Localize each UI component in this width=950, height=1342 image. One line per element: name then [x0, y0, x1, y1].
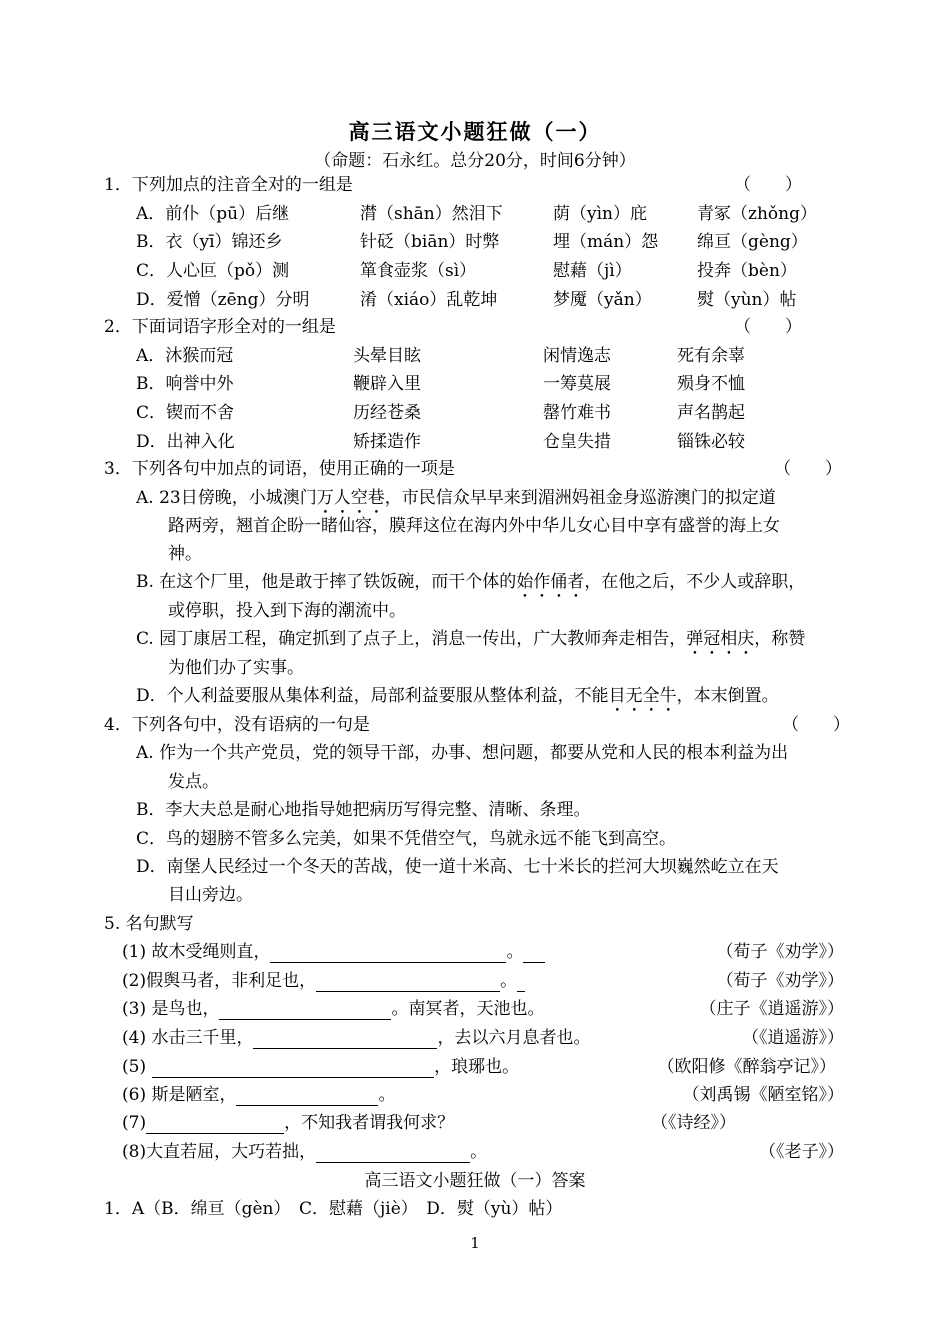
- q5-source-1: （荀子《劝学》）: [716, 942, 844, 962]
- q1-option-b-1: B．衣（yī）锦还乡: [136, 232, 283, 252]
- q2-option-b-4: 殒身不恤: [677, 374, 745, 394]
- q4-option-a: A. 作为一个共产党员，党的领导干部，办事、想问题，都要从党和人民的根本利益为出: [136, 743, 789, 763]
- q2-option-a-1: A．沐猴而冠: [136, 346, 234, 366]
- q3-option-d: D．个人利益要服从集体利益，局部利益要服从整体利益，不能目无全牛，本末倒置。: [136, 686, 779, 706]
- q2-option-a-3: 闲情逸志: [543, 346, 611, 366]
- blank-6[interactable]: [236, 1087, 378, 1106]
- q5-source-8: （《老子》）: [759, 1142, 844, 1162]
- q5-item-1: (1) 故木受绳则直， 。: [122, 941, 545, 963]
- page-title: 高三语文小题狂做（一）: [348, 119, 602, 144]
- q2-option-c-1: C．锲而不舍: [136, 403, 235, 423]
- q2-answer-paren: （ ）: [734, 317, 802, 337]
- q4-stem: 4．下列各句中，没有语病的一句是: [104, 715, 370, 735]
- q1-option-b-3: 埋（mán）怨: [553, 232, 659, 252]
- q1-option-a-4: 青冢（zhǒng）: [697, 204, 817, 224]
- blank-8[interactable]: [316, 1144, 470, 1163]
- q2-option-b-1: B．响誉中外: [136, 374, 234, 394]
- q4-option-c: C．鸟的翅膀不管多么完美，如果不凭借空气，鸟就永远不能飞到高空。: [136, 829, 677, 849]
- q5-source-7: （《诗经》）: [651, 1113, 736, 1133]
- q2-option-a-2: 头晕目眩: [353, 346, 421, 366]
- q3-option-b-cont: 或停职，投入到下海的潮流中。: [168, 601, 406, 621]
- q2-option-c-3: 罄竹难书: [543, 403, 611, 423]
- blank-1[interactable]: [270, 944, 506, 963]
- q1-stem: 1．下列加点的注音全对的一组是: [104, 175, 353, 195]
- q3-option-a-cont2: 神。: [168, 544, 202, 564]
- page-subtitle: （命题：石永红。总分20分，时间6分钟）: [314, 151, 636, 171]
- q3-a-dotted-term: 万人空巷: [316, 488, 385, 508]
- q1-option-a-1: A．前仆（pū）后继: [136, 204, 290, 224]
- q3-stem: 3．下列各句中加点的词语，使用正确的一项是: [104, 459, 455, 479]
- q3-option-b: B. 在这个厂里，他是敢于摔了铁饭碗，而干个体的始作俑者，在他之后，不少人或辞职，: [136, 572, 806, 592]
- q2-option-b-3: 一筹莫展: [543, 374, 611, 394]
- q3-option-c-cont: 为他们办了实事。: [168, 658, 304, 678]
- blank-3[interactable]: [219, 1001, 391, 1020]
- q5-item-6: (6) 斯是陋室， 。: [122, 1085, 396, 1105]
- q5-item-3: (3) 是鸟也， 。南冥者，天池也。: [122, 999, 545, 1019]
- answer-line-1: 1．A（B．绵亘（gèn） C．慰藉（jiè） D．熨（yù）帖）: [104, 1199, 563, 1219]
- q4-option-b: B．李大夫总是耐心地指导她把病历写得完整、清晰、条理。: [136, 800, 591, 820]
- q3-b-dotted-term: 始作俑者: [516, 572, 585, 592]
- q3-d-dotted-term: 目无全牛: [608, 686, 677, 706]
- q2-option-d-1: D．出神入化: [136, 432, 235, 452]
- q5-item-2: (2)假舆马者，非利足也， 。: [122, 970, 525, 992]
- q1-option-a-2: 潸（shān）然泪下: [360, 204, 503, 224]
- answer-title: 高三语文小题狂做（一）答案: [364, 1171, 586, 1191]
- q5-item-8: (8)大直若屈，大巧若拙， 。: [122, 1142, 488, 1162]
- q2-option-d-3: 仓皇失措: [543, 432, 611, 452]
- q1-option-c-1: C．人心叵（pǒ）测: [136, 261, 290, 281]
- q4-answer-paren: （ ）: [782, 715, 850, 735]
- q3-option-a: A. 23日傍晚，小城澳门万人空巷，市民信众早早来到湄洲妈祖金身巡游澳门的拟定道: [136, 488, 776, 508]
- q3-option-a-cont: 路两旁，翘首企盼一睹仙容，膜拜这位在海内外中华儿女心目中享有盛誉的海上女: [168, 516, 780, 536]
- q4-option-d: D．南堡人民经过一个冬天的苦战，使一道十米高、七十米长的拦河大坝巍然屹立在天: [136, 857, 779, 877]
- q1-option-c-3: 慰藉（jì）: [553, 261, 632, 281]
- q5-item-7: (7) ，不知我者谓我何求？: [122, 1113, 455, 1133]
- q2-option-b-2: 鞭辟入里: [353, 374, 421, 394]
- q3-c-dotted-term: 弹冠相庆: [686, 629, 755, 649]
- q1-option-d-1: D．爱憎（zēng）分明: [136, 290, 310, 310]
- blank-2[interactable]: [316, 973, 500, 992]
- q2-option-a-4: 死有余辜: [677, 346, 745, 366]
- q5-source-4: （《逍遥游》）: [742, 1028, 844, 1048]
- q5-item-4: (4) 水击三千里， ，去以六月息者也。: [122, 1028, 591, 1048]
- q2-stem: 2．下面词语字形全对的一组是: [104, 317, 336, 337]
- blank-5[interactable]: [152, 1059, 434, 1078]
- q2-option-c-2: 历经苍桑: [353, 403, 421, 423]
- q4-option-a-cont: 发点。: [168, 772, 219, 792]
- q5-source-2: （荀子《劝学》）: [716, 971, 844, 991]
- q5-item-5: (5) ，琅琊也。: [122, 1057, 520, 1077]
- blank-7[interactable]: [146, 1115, 284, 1134]
- q2-option-d-4: 锱铢必较: [677, 432, 745, 452]
- q3-option-c: C. 园丁康居工程，确定抓到了点子上，消息一传出，广大教师奔走相告，弹冠相庆，称赞: [136, 629, 806, 649]
- q5-source-6: （刘禹锡《陋室铭》）: [682, 1085, 844, 1105]
- q4-option-d-cont: 目山旁边。: [168, 885, 253, 905]
- q1-option-c-4: 投奔（bèn）: [697, 261, 797, 281]
- q5-source-3: （庄子《逍遥游》）: [699, 999, 844, 1019]
- q3-answer-paren: （ ）: [774, 459, 842, 479]
- page-number: 1: [470, 1234, 480, 1252]
- q1-answer-paren: （ ）: [734, 175, 802, 195]
- q1-option-b-2: 针砭（biān）时弊: [360, 232, 500, 252]
- q1-option-a-3: 荫（yìn）庇: [553, 204, 647, 224]
- q1-option-d-4: 熨（yùn）帖: [697, 290, 797, 310]
- q5-source-5: （欧阳修《醉翁亭记》）: [657, 1057, 836, 1077]
- q1-option-b-4: 绵亘（gèng）: [697, 232, 808, 252]
- q1-option-d-3: 梦魇（yǎn）: [553, 290, 652, 310]
- q2-option-c-4: 声名鹊起: [677, 403, 745, 423]
- q2-option-d-2: 矫揉造作: [353, 432, 421, 452]
- q1-option-d-2: 淆（xiáo）乱乾坤: [360, 290, 498, 310]
- blank-4[interactable]: [253, 1030, 437, 1049]
- q1-option-c-2: 箪食壶浆（sì）: [360, 261, 477, 281]
- q5-stem: 5. 名句默写: [104, 914, 194, 934]
